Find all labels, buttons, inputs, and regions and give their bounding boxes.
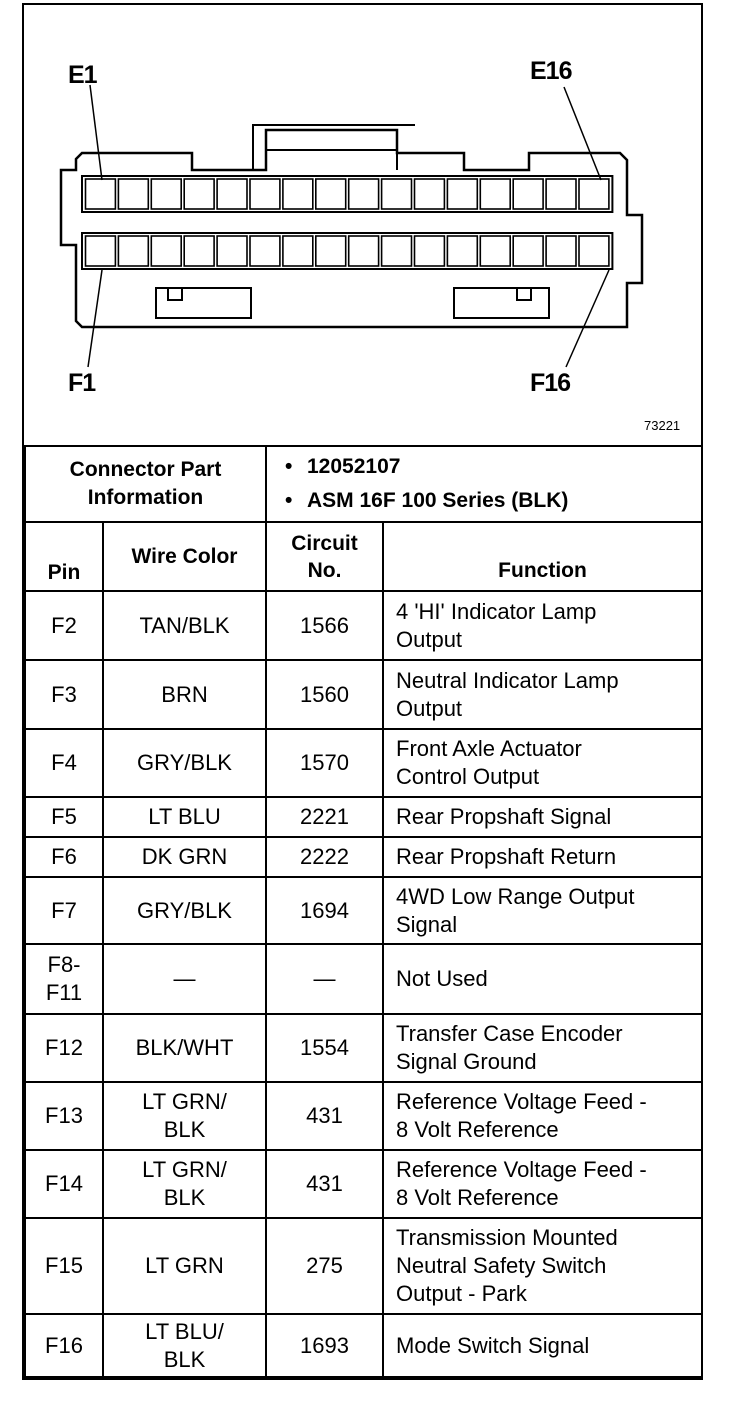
pin-cavity-e9	[349, 179, 379, 209]
table-row	[25, 591, 702, 660]
wire-color-cell: BRN	[103, 660, 266, 729]
circuit-cell: 2222	[266, 837, 383, 877]
pin-cell: F4	[25, 729, 103, 797]
label-f16: F16	[530, 369, 571, 397]
header-pin: Pin	[25, 522, 103, 591]
connector-info-label: Connector Part Information	[25, 446, 266, 522]
pin-row-e	[82, 176, 612, 212]
header-wire-color: Wire Color	[103, 522, 266, 591]
table-row	[25, 729, 702, 797]
pin-cavity-f14	[513, 236, 543, 266]
connector-info-values	[266, 446, 702, 522]
pin-cavity-e5	[217, 179, 247, 209]
circuit-cell: 1693	[266, 1314, 383, 1377]
table-header-row	[25, 522, 702, 591]
label-e16: E16	[530, 57, 572, 85]
wire-color-cell: LT BLU	[103, 797, 266, 837]
wire-color-cell: BLK/WHT	[103, 1014, 266, 1082]
pin-cell: F8- F11	[25, 944, 103, 1014]
connector-figure-frame	[22, 3, 703, 1380]
leader-f16	[566, 270, 609, 367]
pin-cavity-e7	[283, 179, 313, 209]
leader-e1	[90, 85, 102, 180]
leader-f1	[88, 270, 102, 367]
function-cell: Transmission Mounted Neutral Safety Switch Output - Park	[383, 1218, 702, 1314]
pin-cavity-f8	[316, 236, 346, 266]
table-row	[25, 1314, 702, 1377]
wire-color-cell: DK GRN	[103, 837, 266, 877]
pin-cavity-f5	[217, 236, 247, 266]
table-row	[25, 1014, 702, 1082]
table-row	[25, 944, 702, 1014]
table-body	[25, 591, 702, 1377]
pin-cell: F15	[25, 1218, 103, 1314]
pin-cavity-e14	[513, 179, 543, 209]
table-row	[25, 797, 702, 837]
connector-diagram	[24, 5, 701, 445]
pin-cavity-e4	[184, 179, 214, 209]
function-cell: Reference Voltage Feed - 8 Volt Reference	[383, 1150, 702, 1218]
pin-cavity-e13	[480, 179, 510, 209]
function-cell: 4WD Low Range Output Signal	[383, 877, 702, 944]
connector-latch-inner	[266, 150, 397, 170]
circuit-cell: 2221	[266, 797, 383, 837]
label-f1: F1	[68, 369, 96, 397]
pin-cell: F16	[25, 1314, 103, 1377]
pin-cavity-f9	[349, 236, 379, 266]
pin-cavity-f1	[86, 236, 116, 266]
table-row	[25, 1150, 702, 1218]
circuit-cell: 1560	[266, 660, 383, 729]
function-cell: Rear Propshaft Signal	[383, 797, 702, 837]
pin-cell: F6	[25, 837, 103, 877]
wire-color-cell: LT GRN/ BLK	[103, 1150, 266, 1218]
part-number: • 12052107	[307, 450, 701, 484]
circuit-cell: 1694	[266, 877, 383, 944]
pin-row-f	[82, 233, 612, 269]
bottom-key-right-tab	[517, 288, 531, 300]
pin-cavity-f6	[250, 236, 280, 266]
connector-latch	[253, 125, 415, 170]
pin-cell: F12	[25, 1014, 103, 1082]
table-row	[25, 1082, 702, 1150]
header-function: Function	[383, 522, 702, 591]
pin-cavity-f15	[546, 236, 576, 266]
pin-cavity-f11	[415, 236, 445, 266]
circuit-cell: —	[266, 944, 383, 1014]
pin-cell: F13	[25, 1082, 103, 1150]
circuit-cell: 1566	[266, 591, 383, 660]
leader-e16	[564, 87, 601, 180]
pin-cavity-e1	[86, 179, 116, 209]
connector-body	[61, 130, 642, 327]
function-cell: Neutral Indicator Lamp Output	[383, 660, 702, 729]
pin-cavity-e16	[579, 179, 609, 209]
pin-cavity-e6	[250, 179, 280, 209]
pin-cavity-e8	[316, 179, 346, 209]
wire-color-cell: LT BLU/ BLK	[103, 1314, 266, 1377]
wire-color-cell: LT GRN/ BLK	[103, 1082, 266, 1150]
pin-cell: F7	[25, 877, 103, 944]
pin-cell: F2	[25, 591, 103, 660]
bottom-key-left	[156, 288, 251, 318]
pin-cavity-e15	[546, 179, 576, 209]
table-row	[25, 660, 702, 729]
connector-face-drawing	[24, 5, 701, 445]
wire-color-cell: TAN/BLK	[103, 591, 266, 660]
pin-cavity-f7	[283, 236, 313, 266]
table-row	[25, 877, 702, 944]
pin-cavity-f3	[151, 236, 181, 266]
function-cell: Front Axle Actuator Control Output	[383, 729, 702, 797]
circuit-cell: 431	[266, 1082, 383, 1150]
wire-color-cell: —	[103, 944, 266, 1014]
figure-number: 73221	[644, 418, 681, 433]
pin-cavity-f13	[480, 236, 510, 266]
table-row	[25, 837, 702, 877]
wire-color-cell: GRY/BLK	[103, 877, 266, 944]
pin-cavity-f4	[184, 236, 214, 266]
bottom-key-left-tab	[168, 288, 182, 300]
pinout-table	[24, 445, 703, 1378]
pin-cavity-e11	[415, 179, 445, 209]
circuit-cell: 431	[266, 1150, 383, 1218]
pin-cell: F5	[25, 797, 103, 837]
pin-cavity-e2	[118, 179, 148, 209]
pin-cavity-e10	[382, 179, 412, 209]
function-cell: Transfer Case Encoder Signal Ground	[383, 1014, 702, 1082]
pin-cavity-f10	[382, 236, 412, 266]
circuit-cell: 275	[266, 1218, 383, 1314]
pin-cell: F3	[25, 660, 103, 729]
function-cell: Reference Voltage Feed - 8 Volt Reference	[383, 1082, 702, 1150]
connector-info-row	[25, 446, 702, 522]
circuit-cell: 1554	[266, 1014, 383, 1082]
pin-cavity-f16	[579, 236, 609, 266]
pin-cavity-f12	[447, 236, 477, 266]
function-cell: Rear Propshaft Return	[383, 837, 702, 877]
function-cell: Not Used	[383, 944, 702, 1014]
label-e1: E1	[68, 61, 97, 89]
pin-cavity-e12	[447, 179, 477, 209]
pin-cavity-f2	[118, 236, 148, 266]
pin-cavity-e3	[151, 179, 181, 209]
table-row	[25, 1218, 702, 1314]
wire-color-cell: LT GRN	[103, 1218, 266, 1314]
bottom-key-right	[454, 288, 549, 318]
header-circuit-no: Circuit No.	[266, 522, 383, 591]
wire-color-cell: GRY/BLK	[103, 729, 266, 797]
circuit-cell: 1570	[266, 729, 383, 797]
pin-cell: F14	[25, 1150, 103, 1218]
function-cell: 4 'HI' Indicator Lamp Output	[383, 591, 702, 660]
connector-series: • ASM 16F 100 Series (BLK)	[307, 484, 701, 518]
function-cell: Mode Switch Signal	[383, 1314, 702, 1377]
